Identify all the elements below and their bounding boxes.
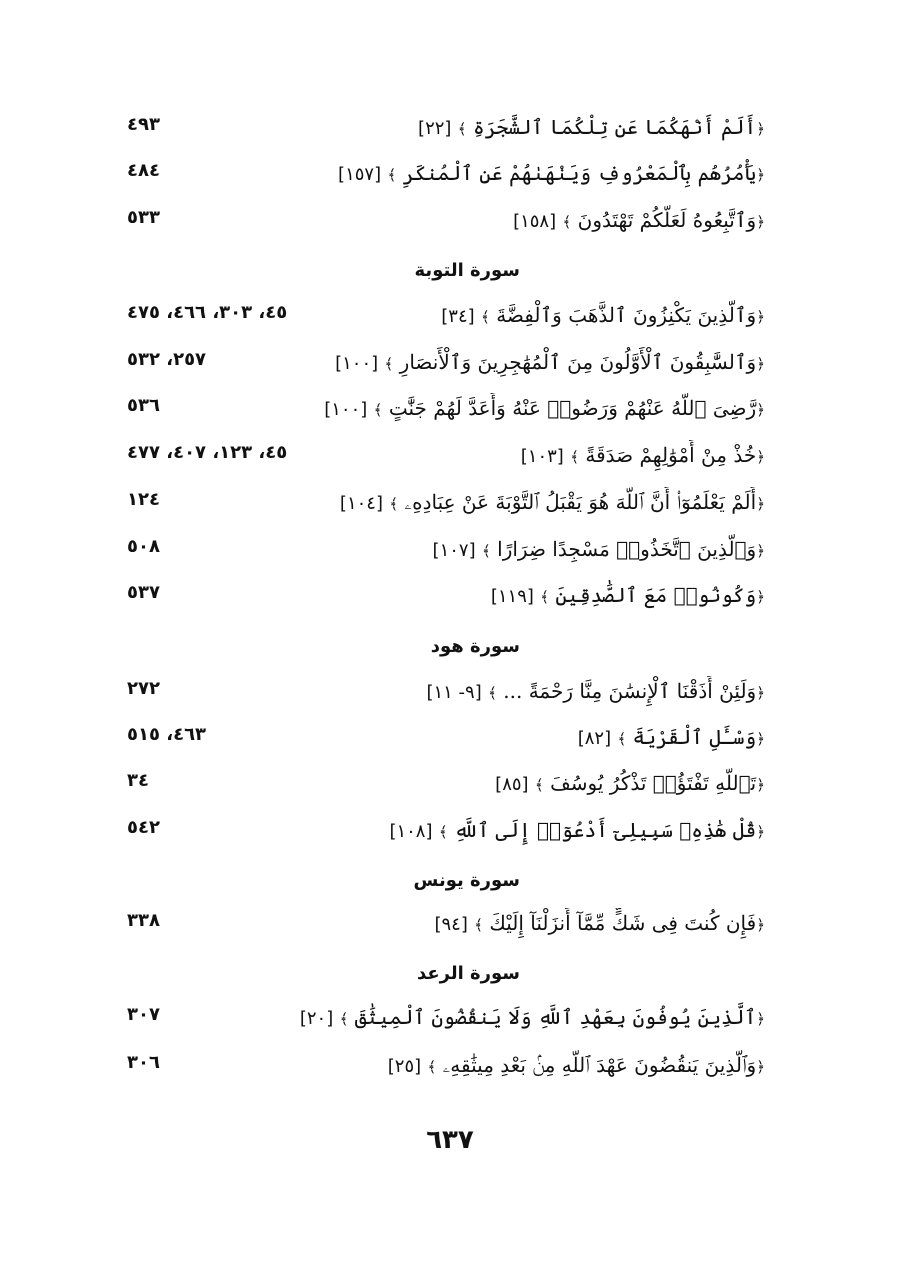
verse-text-line <box>295 815 765 859</box>
verse-reference: [١١٩] <box>490 586 534 607</box>
ornament-close: ﴾ <box>384 355 394 373</box>
index-entry <box>0 158 900 202</box>
page-references: ٣٣٨ <box>127 910 160 931</box>
surah-title: سورة هود <box>430 636 520 657</box>
ornament-open: ﴿ <box>756 542 765 560</box>
ornament-close: ﴾ <box>427 1058 437 1076</box>
page-number: ٦٣٧ <box>426 1125 474 1155</box>
page-references: ٥٣٣ <box>127 207 160 228</box>
index-entry <box>0 487 900 531</box>
index-entry <box>0 205 900 249</box>
ornament-close: ﴾ <box>373 401 383 419</box>
verse-text-line <box>295 676 765 720</box>
verse-reference: [١٥٨] <box>513 211 557 232</box>
ornament-close: ﴾ <box>438 823 448 841</box>
ornament-open: ﴿ <box>756 1058 765 1076</box>
page-references: ٥٤٢ <box>127 817 160 838</box>
verse-text: رَّضِىَ ٱللَّهُ عَنْهُمْ وَرَضُوا۟ عَنْهُ وَأَعَدَّ لَهُمْ جَنَّٰتٍ <box>388 396 757 420</box>
page-references: ٤٩٣ <box>127 114 160 135</box>
page-references: ٥٠٨ <box>127 536 160 557</box>
page-references: ٣٠٦ <box>127 1052 160 1073</box>
ornament-close: ﴾ <box>389 495 399 513</box>
index-entry <box>0 393 900 437</box>
verse-reference: [١٠٤] <box>339 493 383 514</box>
index-entry <box>0 908 900 952</box>
ornament-close: ﴾ <box>570 448 579 466</box>
surah-heading <box>0 959 900 999</box>
verse-text: تَٱللَّهِ تَفْتَؤُا۟ تَذْكُرُ يُوسُفَ <box>550 771 757 795</box>
verse-text: وَٱلَّذِينَ يَنقُضُونَ عَهْدَ ٱللَّهِ مِنۢ بَعْدِ مِيثَٰقِهِۦ <box>442 1053 757 1077</box>
index-entry <box>0 347 900 391</box>
verse-text: أَلَمْ أَنْهَكُمَا عَن تِلْكُمَا ٱلشَّجَرَةِ <box>472 115 757 139</box>
verse-text: وَٱلسَّٰبِقُونَ ٱلْأَوَّلُونَ مِنَ ٱلْمُهَٰجِرِينَ وَٱلْأَنصَارِ <box>399 350 757 374</box>
ornament-close: ﴾ <box>488 684 497 702</box>
ornament-open: ﴿ <box>756 355 765 373</box>
verse-reference: [٨٥] <box>495 774 529 795</box>
page-references: ٣٤ <box>127 770 149 791</box>
ornament-close: ﴾ <box>457 120 467 138</box>
verse-text-line <box>295 440 765 484</box>
verse-text: وَٱلَّذِينَ يَكْنِزُونَ ٱلذَّهَبَ وَٱلْفِضَّةَ <box>496 303 757 327</box>
verse-text-line <box>295 158 765 202</box>
page-references: ٥٣٦ <box>127 395 160 416</box>
ornament-close: ﴾ <box>339 1010 349 1028</box>
ornament-open: ﴿ <box>756 730 765 748</box>
ornament-open: ﴿ <box>756 495 765 513</box>
index-entry <box>0 1050 900 1094</box>
ornament-open: ﴿ <box>756 120 765 138</box>
verse-text-line <box>295 908 765 952</box>
ornament-close: ﴾ <box>481 308 490 326</box>
verse-text-line <box>295 722 765 766</box>
verse-reference: [١٠٠] <box>324 399 368 420</box>
verse-text-line <box>295 487 765 531</box>
page-references: ٣٠٧ <box>127 1004 160 1025</box>
ornament-close: ﴾ <box>387 166 397 184</box>
ornament-open: ﴿ <box>756 1010 765 1028</box>
verse-reference: [١٥٧] <box>338 164 382 185</box>
ornament-close: ﴾ <box>481 542 491 560</box>
verse-text: خُذْ مِنْ أَمْوَٰلِهِمْ صَدَقَةً <box>585 443 757 467</box>
ornament-open: ﴿ <box>756 823 765 841</box>
ornament-close: ﴾ <box>562 213 572 231</box>
verse-text-line <box>295 1002 765 1046</box>
ornament-close: ﴾ <box>534 776 544 794</box>
verse-reference: [٢٥] <box>387 1056 422 1077</box>
index-entry <box>0 534 900 578</box>
index-entry <box>0 1002 900 1046</box>
verse-reference: [١٠٣] <box>520 446 564 467</box>
verse-text: فَإِن كُنتَ فِى شَكٍّ مِّمَّآ أَنزَلْنَآ إِلَيْكَ <box>489 911 757 935</box>
page-references: ٤٦٣، ٥١٥ <box>127 724 207 745</box>
page-references: ٤٥، ٣٠٣، ٤٦٦، ٤٧٥ <box>127 302 288 323</box>
ornament-close: ﴾ <box>474 916 484 934</box>
surah-heading <box>0 632 900 672</box>
index-entry <box>0 768 900 812</box>
surah-heading <box>0 256 900 296</box>
ornament-open: ﴿ <box>756 308 765 326</box>
ornament-open: ﴿ <box>756 401 765 419</box>
verse-text: وَٱلَّذِينَ ٱتَّخَذُوا۟ مَسْجِدًا ضِرَارًا <box>497 537 757 561</box>
page-references: ٢٥٧، ٥٣٢ <box>127 349 207 370</box>
verse-text: وَٱتَّبِعُوهُ لَعَلَّكُمْ تَهْتَدُونَ <box>577 208 757 232</box>
ornament-open: ﴿ <box>756 448 765 466</box>
verse-text: يَأْمُرُهُم بِٱلْمَعْرُوفِ وَيَنْهَىٰهُمْ عَنِ ٱلْمُنكَرِ <box>402 161 757 185</box>
verse-reference: [٩٤] <box>434 914 468 935</box>
ornament-close: ﴾ <box>617 730 627 748</box>
ornament-open: ﴿ <box>756 684 765 702</box>
verse-text: وَلَئِنْ أَذَقْنَا ٱلْإِنسَٰنَ مِنَّا رَحْمَةً ... <box>503 679 757 703</box>
verse-text: ٱلَّذِينَ يُوفُونَ بِعَهْدِ ٱللَّهِ وَلَا يَنقُضُونَ ٱلْمِيثَٰقَ <box>354 1005 757 1029</box>
verse-text-line <box>295 300 765 344</box>
verse-reference: [٢٠] <box>299 1008 334 1029</box>
ornament-close: ﴾ <box>540 588 550 606</box>
index-entry <box>0 300 900 344</box>
verse-text: وَكُونُوا۟ مَعَ ٱلصَّٰدِقِينَ <box>555 583 757 607</box>
surah-title: سورة التوبة <box>414 260 520 281</box>
verse-text-line <box>295 112 765 156</box>
verse-text-line <box>295 534 765 578</box>
ornament-open: ﴿ <box>756 776 765 794</box>
verse-reference: [١٠٨] <box>389 821 433 842</box>
page-references: ٥٣٧ <box>127 582 160 603</box>
verse-reference: [٢٢] <box>418 118 452 139</box>
verse-text-line <box>295 347 765 391</box>
page-references: ٤٨٤ <box>127 160 160 181</box>
verse-reference: [٩- ١١] <box>426 682 482 703</box>
ornament-open: ﴿ <box>756 588 765 606</box>
ornament-open: ﴿ <box>756 916 765 934</box>
index-entry <box>0 440 900 484</box>
index-entry <box>0 112 900 156</box>
page-references: ٤٥، ١٢٣، ٤٠٧، ٤٧٧ <box>127 442 288 463</box>
verse-text-line <box>295 580 765 624</box>
verse-text-line <box>295 1050 765 1094</box>
verse-reference: [١٠٧] <box>432 540 476 561</box>
verse-text-line <box>295 768 765 812</box>
page-references: ١٢٤ <box>127 489 160 510</box>
index-entry <box>0 722 900 766</box>
surah-title: سورة يونس <box>413 870 520 891</box>
verse-text-line <box>295 205 765 249</box>
surah-heading <box>0 866 900 906</box>
verse-text: أَلَمْ يَعْلَمُوٓا۟ أَنَّ ٱللَّهَ هُوَ يَقْبَلُ ٱلتَّوْبَةَ عَنْ عِبَادِهِۦ <box>404 490 757 514</box>
index-entry <box>0 676 900 720</box>
verse-reference: [٨٢] <box>577 728 612 749</box>
ornament-open: ﴿ <box>756 213 765 231</box>
index-entry <box>0 580 900 624</box>
verse-text: قُلْ هَٰذِهِۦ سَبِيلِىٓ أَدْعُوٓا۟ إِلَى ٱللَّهِ <box>454 818 757 842</box>
verse-text-line <box>295 393 765 437</box>
verse-reference: [٣٤] <box>441 306 475 327</box>
ornament-open: ﴿ <box>756 166 765 184</box>
surah-title: سورة الرعد <box>416 963 520 984</box>
page-references: ٢٧٢ <box>127 678 160 699</box>
verse-reference: [١٠٠] <box>335 353 379 374</box>
index-entry <box>0 815 900 859</box>
verse-text: وَسْـَٔلِ ٱلْقَرْيَةَ <box>632 725 757 749</box>
